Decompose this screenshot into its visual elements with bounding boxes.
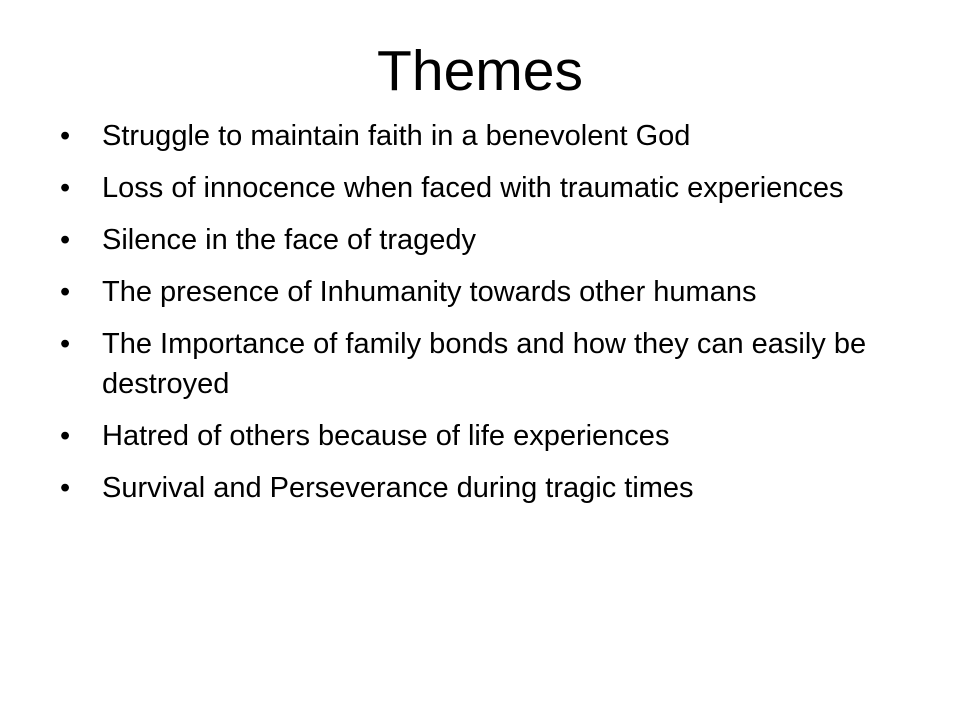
bullet-text: The Importance of family bonds and how they can easily be destroyed xyxy=(102,328,867,400)
bullet-item xyxy=(60,272,900,312)
bullet-text: Survival and Perseverance during tragic times xyxy=(102,472,694,504)
bullet-text: The presence of Inhumanity towards other humans xyxy=(102,276,757,308)
bullet-item xyxy=(60,116,900,156)
bullet-list xyxy=(60,116,900,520)
bullet-icon: • xyxy=(60,328,71,360)
bullet-icon: • xyxy=(60,420,71,452)
slide-title: Themes xyxy=(377,39,583,103)
bullet-icon: • xyxy=(60,472,71,504)
bullet-icon: • xyxy=(60,172,71,204)
bullet-item xyxy=(60,220,900,260)
bullet-text: Hatred of others because of life experiences xyxy=(102,420,670,452)
bullet-text: Silence in the face of tragedy xyxy=(102,224,477,256)
bullet-icon: • xyxy=(60,224,71,256)
bullet-item xyxy=(60,168,900,208)
bullet-text: Struggle to maintain faith in a benevolent God xyxy=(102,120,691,152)
bullet-item xyxy=(60,324,900,404)
bullet-item xyxy=(60,468,900,508)
bullet-text: Loss of innocence when faced with traumatic experiences xyxy=(102,172,844,204)
bullet-icon: • xyxy=(60,120,71,152)
bullet-item xyxy=(60,416,900,456)
bullet-icon: • xyxy=(60,276,71,308)
